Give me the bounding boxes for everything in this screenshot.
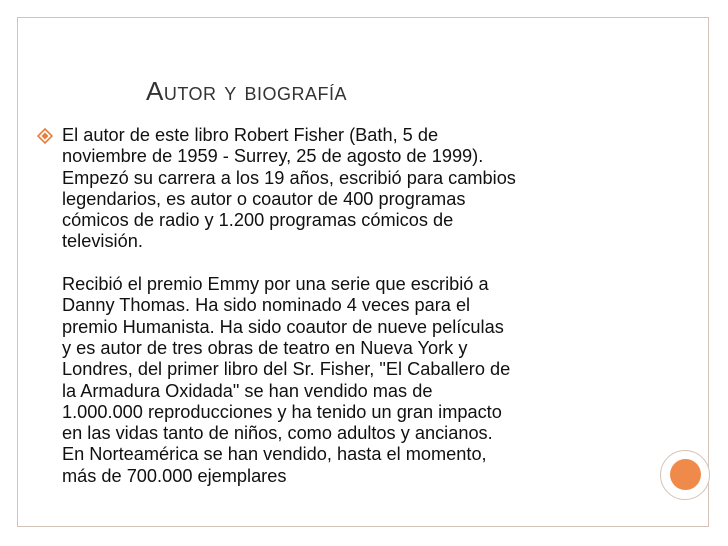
slide-title-text: Autor y biografía [146,76,347,106]
biography-paragraph-2: Recibió el premio Emmy por una serie que escribió a Danny Thomas. Ha sido nominado 4 veces para el premio Humanista. Ha sido coautor de nueve películas y es autor de tres obras de teatro en Nueva York y Londres, del primer libro del Sr. Fisher, "El Caballero de la Armadura Oxidada" se han vendido mas de 1.000.000 reproducciones y ha tenido un gran impacto en las vidas tanto de niños, como adultos y ancianos. En Norteamérica se han vendido, hasta el momento, más de 700.000 ejemplares [62,274,511,486]
biography-paragraph-1: El autor de este libro Robert Fisher (Bath, 5 de noviembre de 1959 - Surrey, 25 de agosto de 1999). Empezó su carrera a los 19 años, escribió para cambios legendarios, es autor o coautor de 400 programas cómicos de radio y 1.200 programas cómicos de televisión. [62,125,516,252]
slide-title [146,78,347,104]
diamond-bullet-icon [37,128,53,148]
biography-text [62,125,642,487]
decorative-orange-dot [670,459,701,490]
